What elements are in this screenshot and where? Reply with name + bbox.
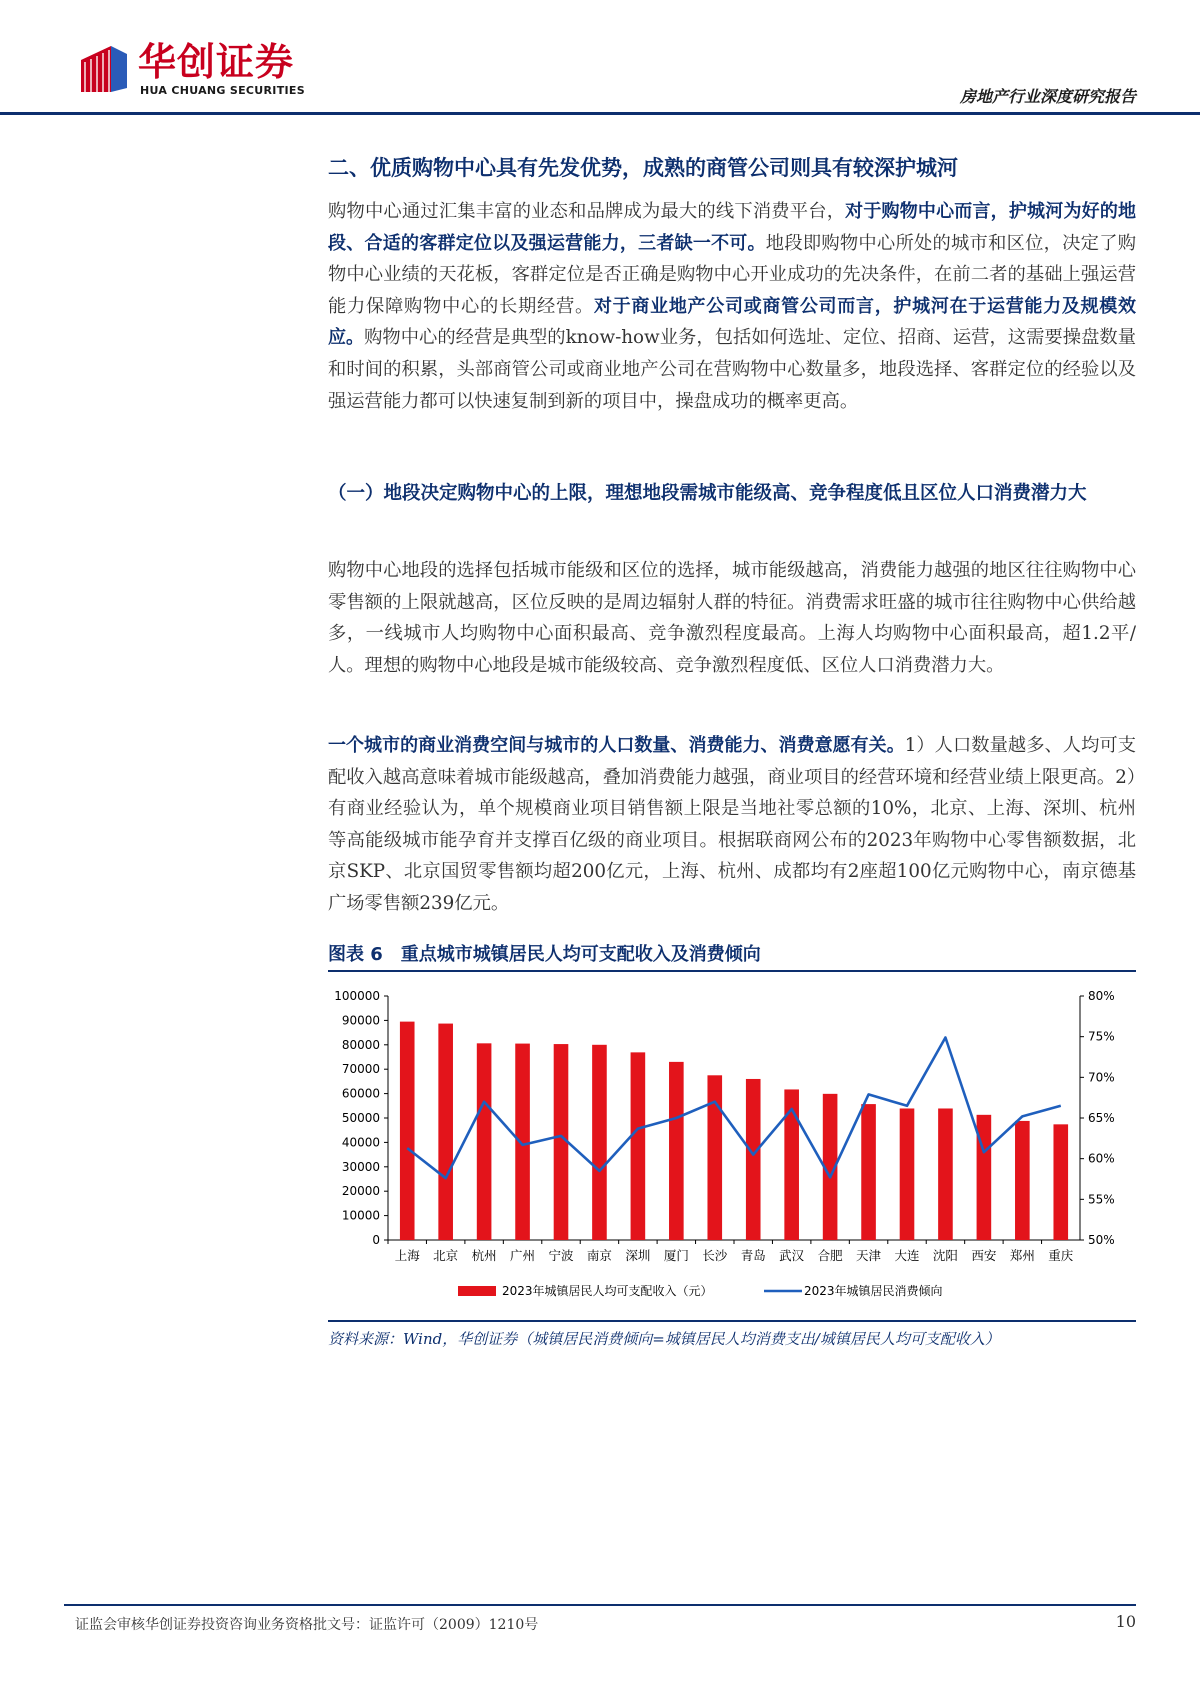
paragraph-2	[328, 555, 1136, 681]
y-right-tick-label: 60%	[1088, 1151, 1115, 1166]
figure-bottom-rule	[328, 1320, 1136, 1322]
y-right-tick-label: 65%	[1088, 1111, 1115, 1125]
y-left-tick-label: 50000	[341, 1111, 380, 1125]
bar-income-9	[746, 1079, 761, 1240]
bar-income-1	[438, 1024, 453, 1240]
x-tick-label: 广州	[510, 1248, 536, 1263]
x-tick-label: 郑州	[1009, 1248, 1035, 1263]
x-tick-label: 南京	[586, 1248, 612, 1263]
subsection-title	[328, 478, 1136, 510]
line-consumption-propensity	[407, 1037, 1061, 1178]
legend-label-income: 2023年城镇居民人均可支配收入（元）	[502, 1284, 713, 1298]
figure-source: 资料来源：Wind，华创证券（城镇居民消费倾向=城镇居民人均消费支出/城镇居民人均可支配收入）	[328, 1330, 1000, 1348]
y-right-tick-label: 55%	[1088, 1192, 1115, 1207]
x-tick-label: 重庆	[1048, 1248, 1074, 1263]
header-divider	[0, 112, 1200, 115]
text-run: 购物中心通过汇集丰富的业态和品牌成为最大的线下消费平台，	[328, 201, 846, 222]
x-tick-label: 天津	[856, 1248, 882, 1263]
footer-divider	[64, 1604, 1136, 1606]
y-left-tick-label: 40000	[341, 1135, 380, 1150]
huachuang-logo-icon	[75, 40, 133, 98]
page-number: 10	[1115, 1612, 1136, 1631]
x-tick-label: 长沙	[702, 1248, 728, 1263]
y-left-tick-label: 30000	[341, 1159, 380, 1174]
x-tick-label: 杭州	[471, 1248, 497, 1263]
y-left-tick-label: 90000	[341, 1013, 380, 1028]
y-left-tick-label: 10000	[341, 1208, 380, 1223]
paragraph-3	[328, 730, 1136, 920]
figure-title: 图表 6 重点城市城镇居民人均可支配收入及消费倾向	[328, 944, 761, 965]
y-left-tick-label: 20000	[341, 1184, 380, 1199]
footer-license: 证监会审核华创证券投资咨询业务资格批文号：证监许可（2009）1210号	[75, 1617, 539, 1633]
bar-income-5	[592, 1045, 607, 1240]
brand-name-cn: 华创证券	[138, 40, 295, 84]
y-right-tick-label: 80%	[1088, 989, 1115, 1003]
report-type-label: 房地产行业深度研究报告	[959, 87, 1136, 106]
y-left-tick-label: 60000	[341, 1086, 380, 1101]
bar-income-7	[669, 1062, 684, 1240]
y-left-tick-label: 80000	[341, 1037, 380, 1052]
paragraph-1	[328, 196, 1136, 417]
x-tick-label: 合肥	[817, 1248, 843, 1263]
x-tick-label: 北京	[433, 1248, 459, 1263]
x-tick-label: 大连	[894, 1248, 920, 1263]
y-right-tick-label: 70%	[1088, 1070, 1115, 1085]
figure-top-rule	[328, 970, 1136, 972]
x-tick-label: 沈阳	[932, 1248, 958, 1263]
y-left-tick-label: 70000	[341, 1062, 380, 1077]
section-title: 二、优质购物中心具有先发优势，成熟的商管公司则具有较深护城河	[328, 156, 958, 180]
x-tick-label: 西安	[971, 1248, 997, 1263]
brand-name-en: HUA CHUANG SECURITIES	[140, 84, 305, 97]
page-header	[0, 0, 1200, 118]
text-run: 购物中心地段的选择包括城市能级和区位的选择，城市能级越高，消费能力越强的地区往往购物中心零售额的上限就越高，区位反映的是周边辐射人群的特征。消费需求旺盛的城市往往购物中心供给越多，一线城市人均购物中心面积最高、竞争激烈程度最高。上海人均购物中心面积最高，超1.2平/人。理想的购物中心地段是城市能级较高、竞争激烈程度低、区位人口消费潜力大。	[328, 560, 1136, 676]
bar-income-6	[631, 1052, 646, 1240]
text-run: 购物中心的经营是典型的know-how业务，包括如何选址、定位、招商、运营，这需要操盘数量和时间的积累，头部商管公司或商业地产公司在营购物中心数量多，地段选择、客群定位的经验以及强运营能力都可以快速复制到新的项目中，操盘成功的概率更高。	[328, 327, 1136, 412]
y-left-tick-label: 100000	[334, 989, 380, 1003]
x-tick-label: 武汉	[779, 1248, 805, 1263]
x-tick-label: 深圳	[625, 1248, 651, 1263]
legend-swatch-bar	[458, 1286, 496, 1296]
bar-income-14	[938, 1108, 953, 1240]
bar-income-0	[400, 1022, 415, 1240]
bar-income-8	[707, 1075, 722, 1240]
bar-income-16	[1015, 1121, 1030, 1240]
subsection-title-text: （一）地段决定购物中心的上限，理想地段需城市能级高、竞争程度低且区位人口消费潜力大	[328, 483, 1087, 504]
x-tick-label: 上海	[394, 1248, 420, 1263]
bold-text-run: 一个城市的商业消费空间与城市的人口数量、消费能力、消费意愿有关。	[328, 735, 905, 756]
text-run: 1）人口数量越多、人均可支配收入越高意味着城市能级越高，叠加消费能力越强，商业项目的经营环境和经营业绩上限更高。2）有商业经验认为，单个规模商业项目销售额上限是当地社零总额的10%，北京、上海、深圳、杭州等高能级城市能孕育并支撑百亿级的商业项目。根据联商网公布的2023年购物中心零售额数据，北京SKP、北京国贸零售额均超200亿元，上海、杭州、成都均有2座超100亿元购物中心，南京德基广场零售额239亿元。	[328, 735, 1136, 914]
bar-income-17	[1053, 1124, 1068, 1240]
bar-income-3	[515, 1044, 530, 1240]
bar-income-10	[784, 1089, 799, 1240]
bar-income-13	[900, 1108, 915, 1240]
bold-text-run: 对于购物中心而言，护城河为好的地段、合适的客群定位以及强运营能力，三者缺一不可。	[328, 201, 1137, 254]
bold-text-run: 对于商业地产公司或商管公司而言，护城河在于运营能力及规模效应。	[328, 295, 1137, 349]
y-right-tick-label: 50%	[1088, 1233, 1115, 1247]
x-tick-label: 青岛	[740, 1248, 766, 1263]
legend-label-consumption: 2023年城镇居民消费倾向	[804, 1284, 943, 1298]
income-consumption-chart	[328, 976, 1136, 1316]
x-tick-label: 厦门	[663, 1248, 689, 1263]
bar-income-2	[477, 1043, 492, 1240]
text-run: 地段即购物中心所处的城市和区位，决定了购物中心业绩的天花板，客群定位是否正确是购物中心开业成功的先决条件，在前二者的基础上强运营能力保障购物中心的长期经营。	[328, 232, 1137, 317]
bar-income-12	[861, 1104, 876, 1240]
y-right-tick-label: 75%	[1088, 1029, 1115, 1044]
y-left-tick-label: 0	[372, 1233, 380, 1247]
x-tick-label: 宁波	[548, 1248, 574, 1263]
